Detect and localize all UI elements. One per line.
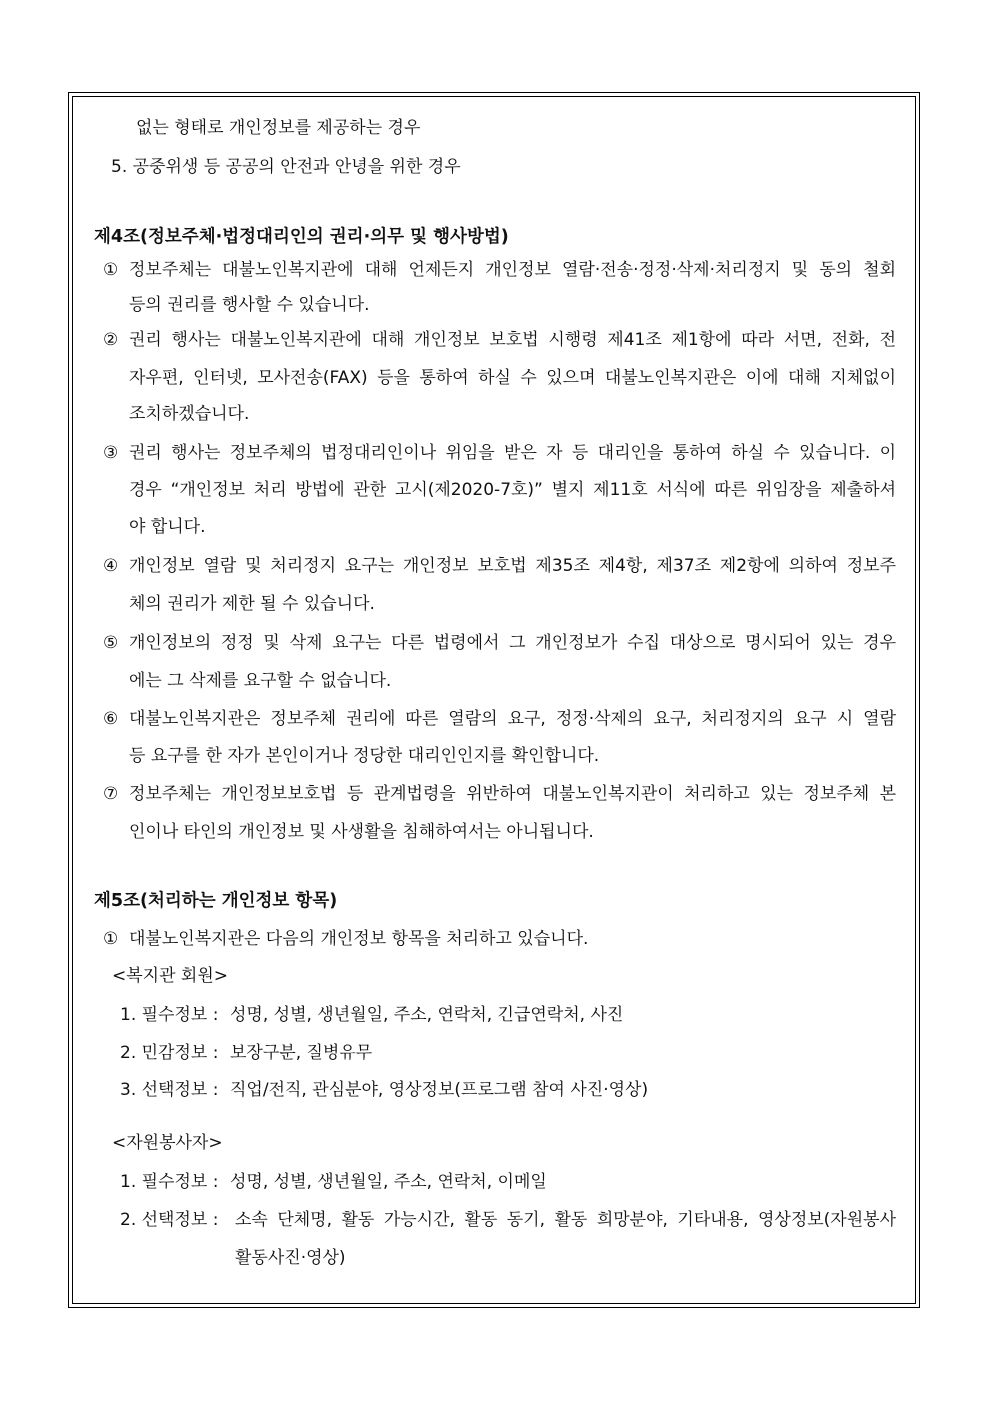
article4-item2-line3: 조치하겠습니다. xyxy=(129,404,250,424)
volunteer-row2-label: 2. 선택정보 : xyxy=(120,1210,219,1230)
article4-item1-line2: 등의 권리를 행사할 수 있습니다. xyxy=(129,295,370,315)
article4-item6-line2: 등 요구를 한 자가 본인이거나 정당한 대리인인지를 확인합니다. xyxy=(129,746,600,766)
article5-item1-text: 대불노인복지관은 다음의 개인정보 항목을 처리하고 있습니다. xyxy=(129,929,589,949)
member-group-title: <복지관 회원> xyxy=(112,966,229,986)
volunteer-row1-label: 1. 필수정보 : xyxy=(120,1172,219,1192)
article4-item6-line1: 대불노인복지관은 정보주체 권리에 따른 열람의 요구, 정정·삭제의 요구, 처리정지의 요구 시 열람 xyxy=(129,709,896,729)
article4-item6-marker: ⑥ xyxy=(103,709,119,729)
article4-heading: 제4조(정보주체·법정대리인의 권리·의무 및 행사방법) xyxy=(94,227,509,247)
member-row1-label: 1. 필수정보 : xyxy=(120,1005,219,1025)
article4-item1-marker: ① xyxy=(103,260,119,280)
article4-item5-line1: 개인정보의 정정 및 삭제 요구는 다른 법령에서 그 개인정보가 수집 대상으로 명시되어 있는 경우 xyxy=(129,633,896,653)
article4-item4-marker: ④ xyxy=(103,556,119,576)
article4-item3-line2: 경우 “개인정보 처리 방법에 관한 고시(제2020-7호)” 별지 제11호 서식에 따른 위임장을 제출하셔 xyxy=(129,480,896,500)
member-row3-label: 3. 선택정보 : xyxy=(120,1080,219,1100)
article4-item2-marker: ② xyxy=(103,330,119,350)
member-row2-label: 2. 민감정보 : xyxy=(120,1043,219,1063)
article4-item3-line3: 야 합니다. xyxy=(129,517,206,537)
article4-item2-line2: 자우편, 인터넷, 모사전송(FAX) 등을 통하여 하실 수 있으며 대불노인복지관은 이에 대해 지체없이 xyxy=(129,368,896,388)
article5-item1-marker: ① xyxy=(103,929,119,949)
article5-heading: 제5조(처리하는 개인정보 항목) xyxy=(94,891,338,911)
article4-item3-marker: ③ xyxy=(103,443,119,463)
article4-item7-marker: ⑦ xyxy=(103,784,119,804)
article4-item1-line1: 정보주체는 대불노인복지관에 대해 언제든지 개인정보 열람·전송·정정·삭제·처리정지 및 동의 철회 xyxy=(129,260,896,280)
article4-item7-line2: 인이나 타인의 개인정보 및 사생활을 침해하여서는 아니됩니다. xyxy=(129,822,594,842)
article4-item3-line1: 권리 행사는 정보주체의 법정대리인이나 위임을 받은 자 등 대리인을 통하여 하실 수 있습니다. 이 xyxy=(129,443,896,463)
article4-item5-marker: ⑤ xyxy=(103,633,119,653)
member-row2-value: 보장구분, 질병유무 xyxy=(230,1043,373,1063)
volunteer-row2-value-line1: 소속 단체명, 활동 가능시간, 활동 동기, 활동 희망분야, 기타내용, 영상정보(자원봉사 xyxy=(235,1210,896,1230)
article4-item7-line1: 정보주체는 개인정보보호법 등 관계법령을 위반하여 대불노인복지관이 처리하고 있는 정보주체 본 xyxy=(129,784,896,804)
article4-item4-line1: 개인정보 열람 및 처리정지 요구는 개인정보 보호법 제35조 제4항, 제37조 제2항에 의하여 정보주 xyxy=(129,556,896,576)
volunteer-row1-value: 성명, 성별, 생년월일, 주소, 연락처, 이메일 xyxy=(230,1172,547,1192)
volunteer-group-title: <자원봉사자> xyxy=(112,1133,223,1153)
member-row1-value: 성명, 성별, 생년월일, 주소, 연락처, 긴급연락처, 사진 xyxy=(230,1005,624,1025)
article4-item2-line1: 권리 행사는 대불노인복지관에 대해 개인정보 보호법 시행령 제41조 제1항에 따라 서면, 전화, 전 xyxy=(129,330,896,350)
member-row3-value: 직업/전직, 관심분야, 영상정보(프로그램 참여 사진·영상) xyxy=(230,1080,649,1100)
intro-continuation-line: 없는 형태로 개인정보를 제공하는 경우 xyxy=(136,118,421,138)
article4-item4-line2: 체의 권리가 제한 될 수 있습니다. xyxy=(129,594,375,614)
volunteer-row2-value-line2: 활동사진·영상) xyxy=(235,1248,346,1268)
intro-item-5: 5. 공중위생 등 공공의 안전과 안녕을 위한 경우 xyxy=(111,157,461,177)
article4-item5-line2: 에는 그 삭제를 요구할 수 없습니다. xyxy=(129,671,392,691)
